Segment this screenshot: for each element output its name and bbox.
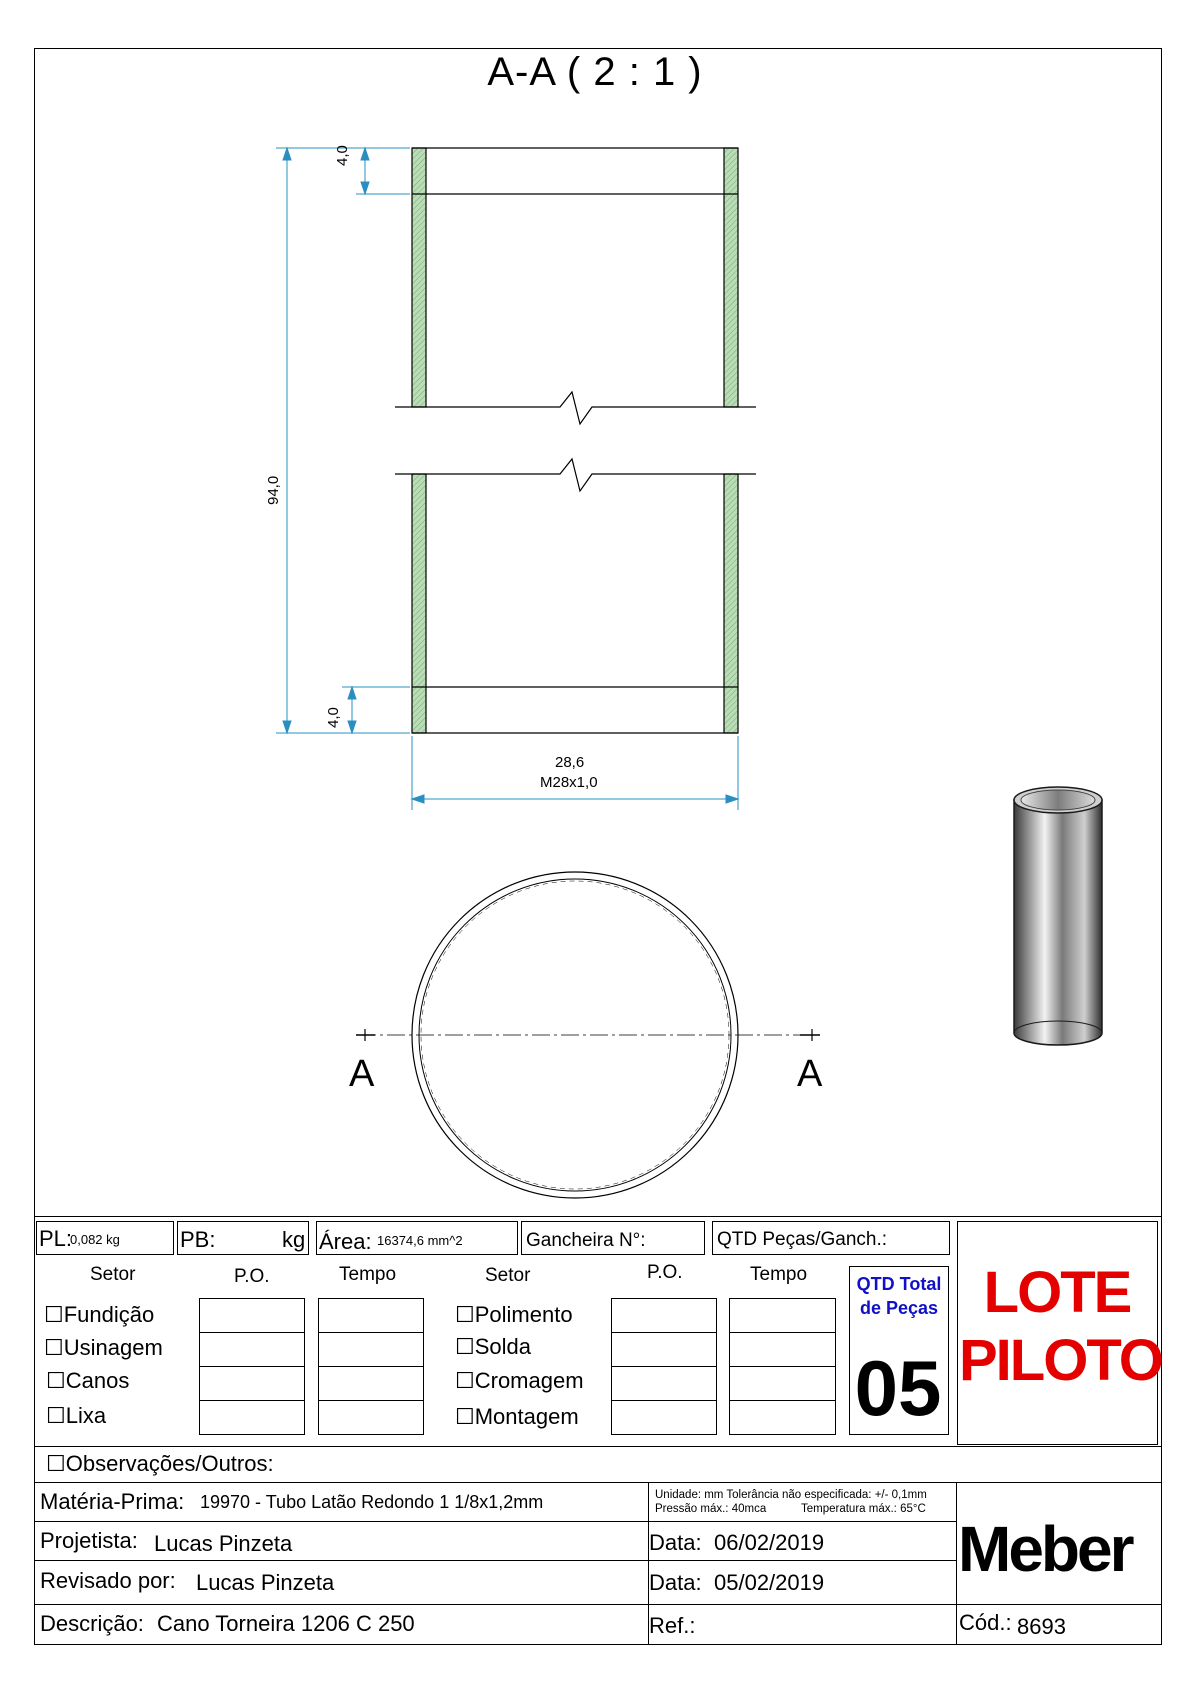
brand-logo: Meber [958, 1513, 1132, 1585]
notes-line2b: Temperatura máx.: 65°C [801, 1503, 926, 1515]
qtd-total-box [849, 1266, 949, 1435]
tempo-input[interactable] [729, 1400, 836, 1435]
tempo-input[interactable] [729, 1366, 836, 1401]
data1-label: Data: [649, 1530, 702, 1555]
tube-lower-section [395, 459, 756, 733]
sector-checkbox-usinagem[interactable]: ☐ Usinagem [44, 1337, 163, 1359]
section-label-left: A [349, 1053, 375, 1095]
dimension-lines [276, 148, 738, 810]
col-setor-left: Setor [90, 1264, 136, 1285]
po-input[interactable] [611, 1400, 717, 1435]
sector-checkbox-lixa[interactable]: ☐ Lixa [46, 1405, 106, 1427]
qtd-ganch-label: QTD Peças/Ganch.: [717, 1229, 888, 1250]
area-cell [316, 1221, 518, 1255]
revisado-label: Revisado por: [40, 1568, 176, 1593]
divider [34, 1482, 1162, 1483]
area-value: 16374,6 mm^2 [377, 1233, 463, 1248]
descricao-label: Descrição: [40, 1611, 144, 1636]
projetista-label: Projetista: [40, 1528, 138, 1553]
sector-checkbox-montagem[interactable]: ☐ Montagem [455, 1406, 579, 1428]
view-title: A-A ( 2 : 1 ) [487, 50, 703, 94]
projetista-value: Lucas Pinzeta [154, 1531, 293, 1556]
data2-value: 05/02/2019 [714, 1570, 825, 1595]
observacoes-checkbox[interactable]: ☐ Observações/Outros: [46, 1453, 274, 1475]
divider [34, 1560, 957, 1561]
po-input[interactable] [199, 1298, 305, 1333]
qtd-ganch-cell [712, 1221, 950, 1255]
divider [34, 1216, 1162, 1217]
pl-cell [36, 1221, 174, 1255]
descricao-value: Cano Torneira 1206 C 250 [157, 1611, 415, 1636]
po-input[interactable] [611, 1332, 717, 1367]
col-tempo-right: Tempo [750, 1264, 808, 1285]
stamp-line1: LOTE [983, 1260, 1131, 1325]
sector-checkbox-canos[interactable]: ☐ Canos [46, 1370, 129, 1392]
section-label-right: A [797, 1053, 823, 1095]
po-input[interactable] [199, 1366, 305, 1401]
cod-value: 8693 [1017, 1614, 1066, 1639]
po-input[interactable] [611, 1366, 717, 1401]
sector-checkbox-fundicao[interactable]: ☐ Fundição [44, 1304, 154, 1326]
sector-checkbox-polimento[interactable]: ☐ Polimento [455, 1304, 573, 1326]
tempo-input[interactable] [729, 1332, 836, 1367]
divider [34, 1521, 957, 1522]
lote-piloto-box [957, 1221, 1162, 1445]
dim-total-length-label: 94,0 [265, 475, 282, 505]
qtd-total-label-1: QTD Total [856, 1274, 942, 1294]
divider [34, 1604, 1162, 1605]
po-input[interactable] [199, 1400, 305, 1435]
po-input[interactable] [611, 1298, 717, 1333]
col-tempo-left: Tempo [339, 1264, 397, 1285]
pl-label: PL: [39, 1226, 73, 1251]
divider [34, 1446, 1162, 1447]
tempo-input[interactable] [318, 1366, 424, 1401]
cod-label: Cód.: [959, 1610, 1012, 1635]
po-input[interactable] [199, 1332, 305, 1367]
pl-value: 0,082 kg [70, 1232, 120, 1247]
gancheira-cell [521, 1221, 705, 1255]
sector-checkbox-cromagem[interactable]: ☐ Cromagem [455, 1370, 584, 1392]
end-view-circle [356, 872, 823, 1198]
revisado-value: Lucas Pinzeta [196, 1570, 335, 1595]
divider [956, 1482, 957, 1645]
tempo-input[interactable] [318, 1400, 424, 1435]
stamp-line2: PILOTO [959, 1328, 1162, 1393]
gancheira-label: Gancheira N°: [526, 1230, 646, 1251]
tempo-input[interactable] [318, 1332, 424, 1367]
data2-label: Data: [649, 1570, 702, 1595]
pb-unit: kg [282, 1227, 306, 1252]
tube-3d-render [1014, 787, 1102, 1045]
materia-label: Matéria-Prima: [40, 1489, 185, 1514]
qtd-total-value: 05 [854, 1344, 942, 1432]
pb-label: PB: [180, 1227, 216, 1252]
pb-cell [177, 1221, 309, 1255]
dim-top-thread-label: 4,0 [334, 145, 351, 166]
dim-bottom-thread-label: 4,0 [325, 707, 342, 728]
area-label: Área: [319, 1229, 372, 1254]
notes-line2a: Pressão máx.: 40mca [655, 1503, 767, 1515]
tempo-input[interactable] [318, 1298, 424, 1333]
tube-upper-section [395, 148, 756, 424]
col-po-left: P.O. [234, 1266, 270, 1287]
col-po-right: P.O. [647, 1262, 683, 1283]
materia-value: 19970 - Tubo Latão Redondo 1 1/8x1,2mm [200, 1492, 544, 1512]
sector-checkbox-solda[interactable]: ☐ Solda [455, 1336, 531, 1358]
qtd-total-label-2: de Peças [859, 1298, 939, 1318]
tempo-input[interactable] [729, 1298, 836, 1333]
data1-value: 06/02/2019 [714, 1530, 825, 1555]
col-setor-right: Setor [485, 1265, 531, 1286]
dim-thread-spec-label: M28x1,0 [540, 774, 598, 791]
ref-label: Ref.: [649, 1613, 696, 1638]
dim-diameter-label: 28,6 [555, 754, 585, 771]
notes-line1: Unidade: mm Tolerância não especificada: +/- 0,1mm [655, 1489, 927, 1501]
